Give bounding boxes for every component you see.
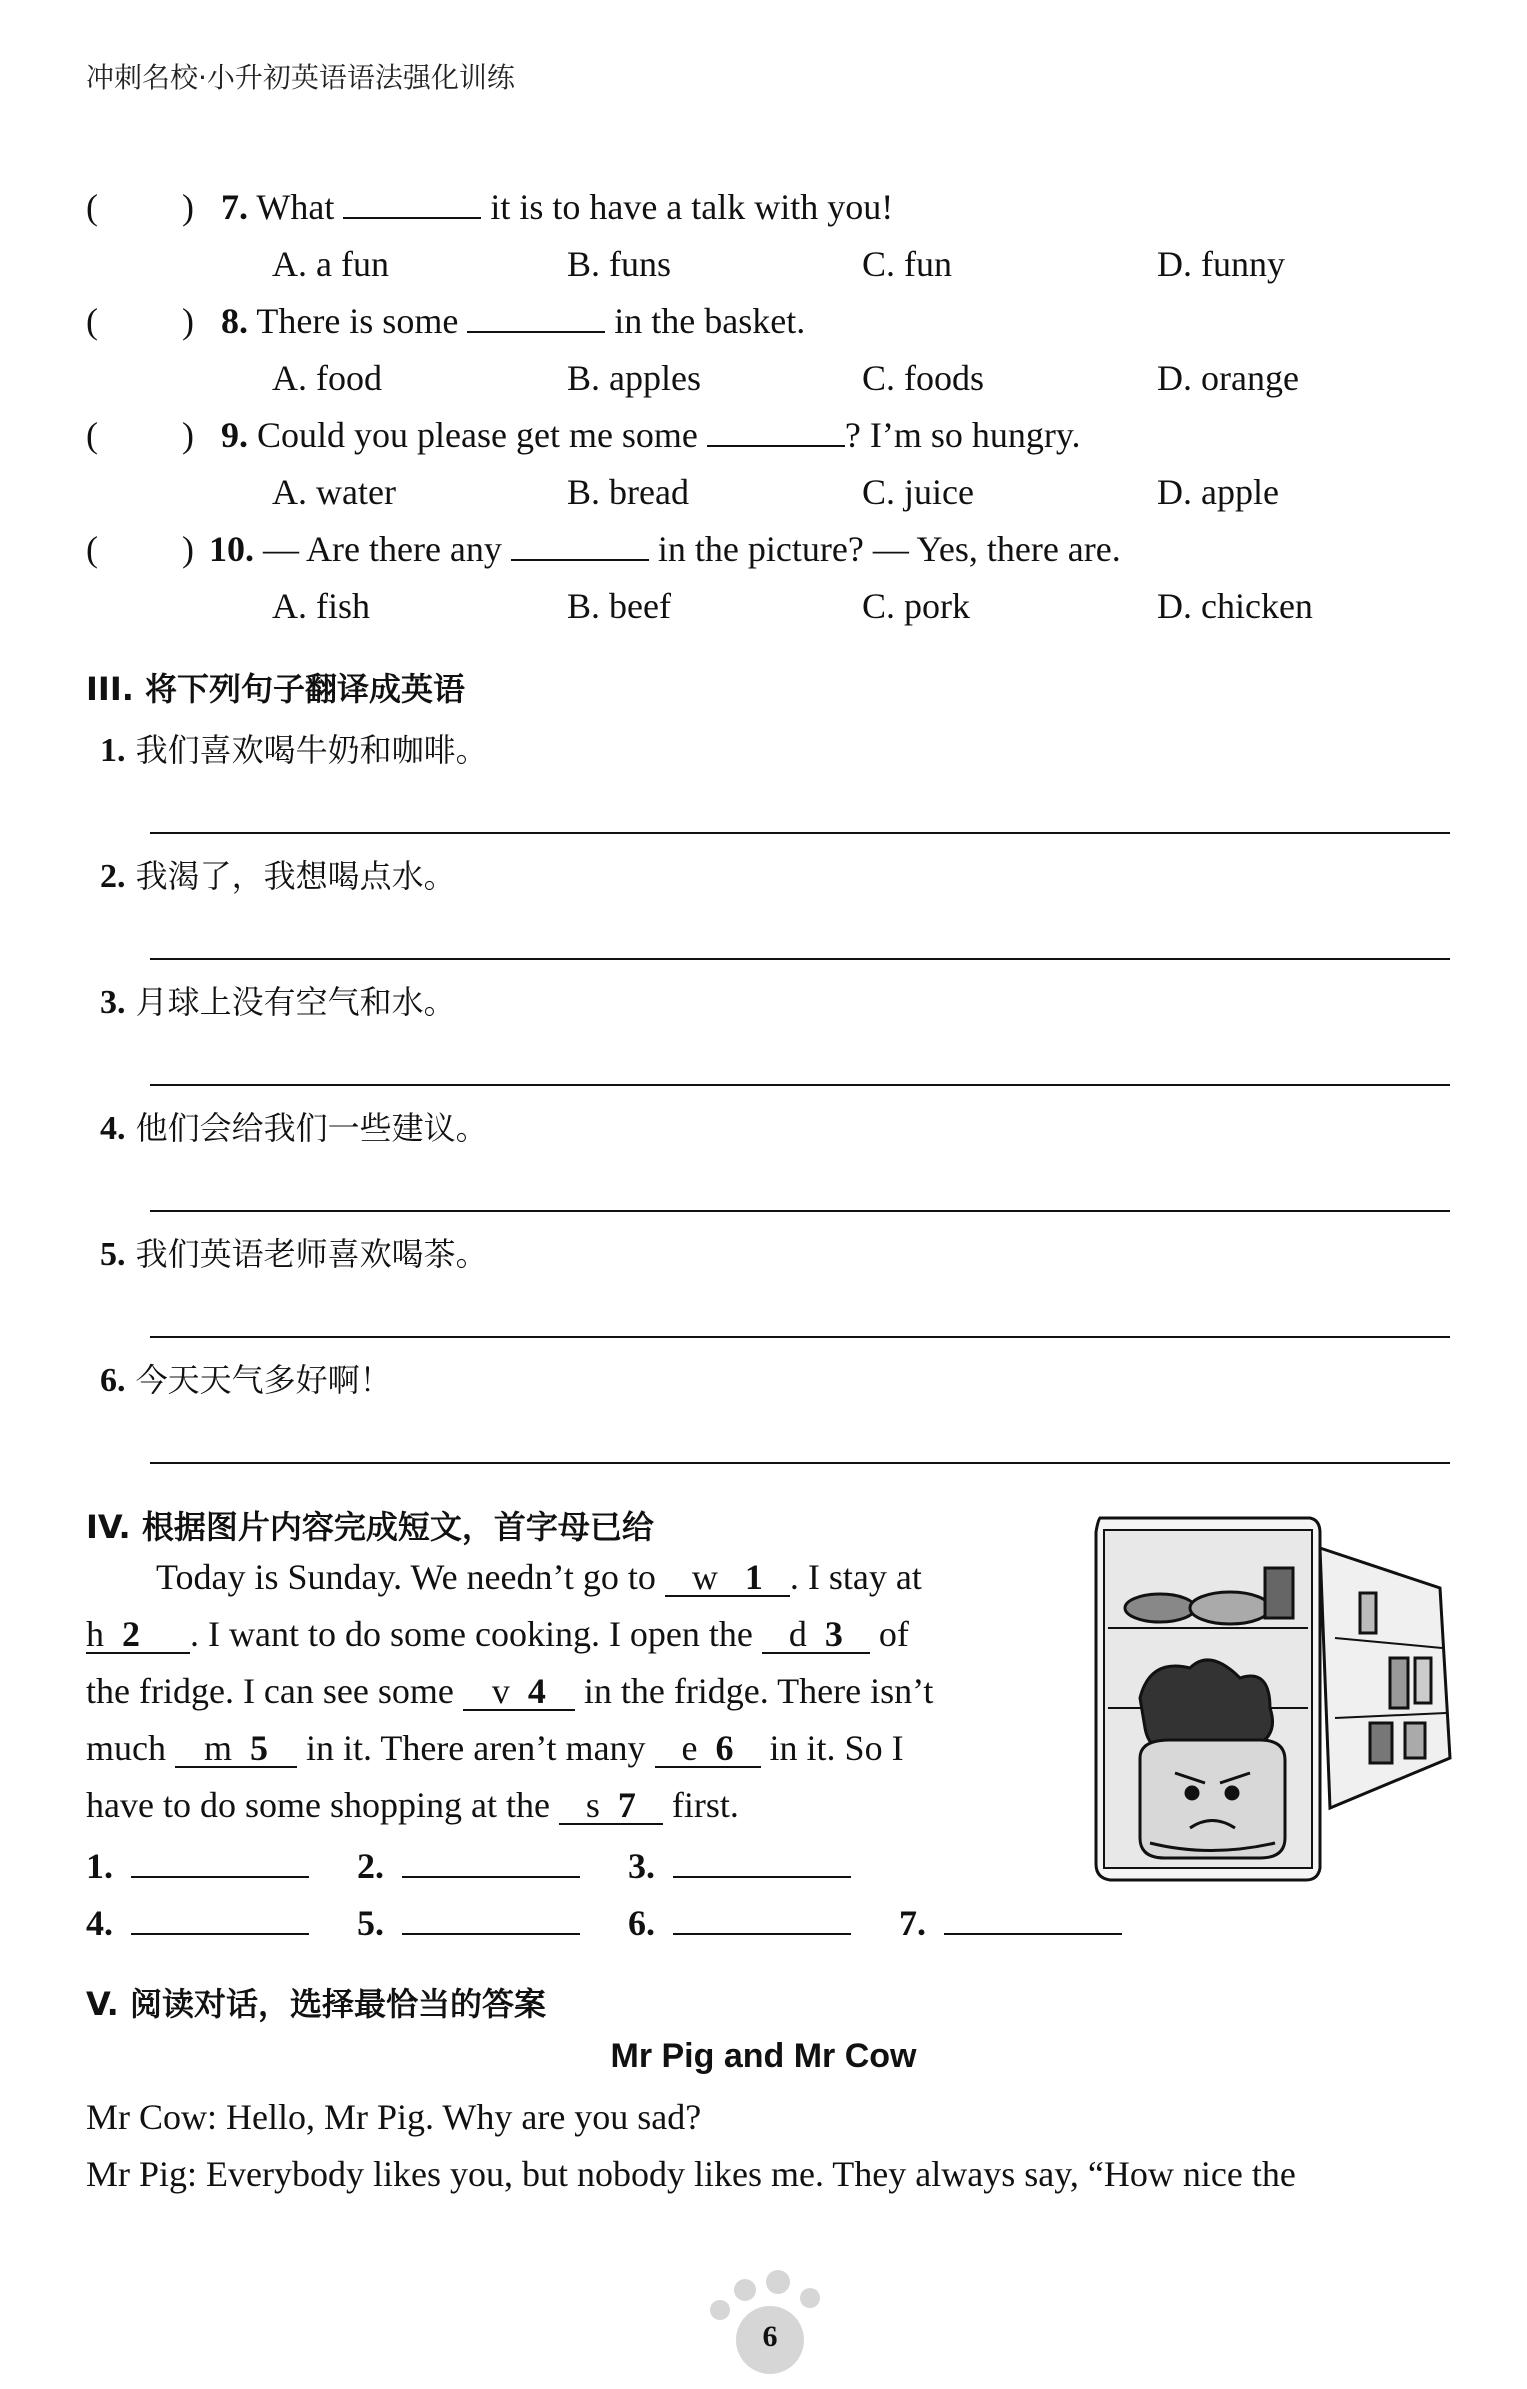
option-d: D. orange (1157, 358, 1299, 398)
text: have to do some shopping at the (86, 1785, 550, 1825)
cloze-blank-3[interactable] (762, 1616, 870, 1654)
text: in the fridge. There isn’t (583, 1671, 934, 1711)
text: Today is Sunday. We needn’t go to (156, 1557, 656, 1597)
hint-letter: h (86, 1614, 104, 1654)
question-stem-a: — Are there any (263, 529, 502, 569)
dialogue-line-1 (86, 2096, 701, 2138)
option-b: B. apples (567, 358, 701, 398)
translation-item-6 (100, 1355, 392, 1401)
text: in it. There aren’t many (305, 1728, 646, 1768)
translation-item-1 (100, 725, 488, 771)
text: first. (671, 1785, 739, 1825)
answer-label: 5. (357, 1903, 384, 1943)
translation-item-4 (100, 1103, 488, 1149)
answer-label: 3. (628, 1846, 655, 1886)
option-b: B. funs (567, 244, 672, 284)
answer-blank[interactable] (511, 529, 649, 561)
blank-number: 1 (744, 1557, 763, 1597)
answer-row-1 (86, 1845, 851, 1887)
blank-number: 6 (715, 1728, 734, 1768)
answer-line-6[interactable] (150, 1462, 1450, 1464)
text: much (86, 1728, 166, 1768)
question-stem-a: Could you please get me some (257, 415, 698, 455)
item-number: 1. (100, 732, 126, 769)
hint-letter: w (691, 1557, 718, 1597)
option-a: A. fish (272, 586, 370, 626)
answer-field-5[interactable] (402, 1903, 580, 1935)
option-d: D. apple (1157, 472, 1279, 512)
dialogue-text: Everybody likes you, but nobody likes me. They always say, “How nice the (206, 2154, 1296, 2194)
passage-line-3 (86, 1670, 933, 1712)
paren-open: ( (86, 529, 98, 569)
hint-letter: v (491, 1671, 510, 1711)
cloze-blank-2[interactable] (86, 1616, 190, 1654)
question-number: 8. (221, 301, 248, 341)
option-c: C. foods (862, 358, 985, 398)
passage-line-4 (86, 1727, 904, 1769)
fridge-illustration (1080, 1508, 1460, 1888)
page-number: 6 (762, 2320, 778, 2353)
paren-open: ( (86, 187, 98, 227)
answer-field-1[interactable] (131, 1846, 309, 1878)
paren-close: ) (182, 529, 194, 569)
item-text: 他们会给我们一些建议。 (135, 1109, 488, 1147)
answer-field-3[interactable] (673, 1846, 851, 1878)
answer-line-2[interactable] (150, 958, 1450, 960)
item-number: 3. (100, 984, 126, 1021)
option-b: B. bread (567, 472, 689, 512)
answer-blank[interactable] (707, 415, 845, 447)
cloze-blank-7[interactable] (559, 1787, 663, 1825)
item-number: 4. (100, 1110, 126, 1147)
question-number: 9. (221, 415, 248, 455)
option-c: C. pork (862, 586, 970, 626)
answer-blank[interactable] (467, 301, 605, 333)
answer-label: 1. (86, 1846, 113, 1886)
text: in it. So I (769, 1728, 904, 1768)
option-a: A. a fun (272, 244, 389, 284)
option-d: D. funny (1157, 244, 1285, 284)
item-text: 今天天气多好啊！ (135, 1361, 392, 1399)
passage-line-1 (156, 1556, 922, 1598)
answer-line-5[interactable] (150, 1336, 1450, 1338)
blank-number: 3 (824, 1614, 843, 1654)
item-text: 我们英语老师喜欢喝茶。 (135, 1235, 488, 1273)
hint-letter: s (585, 1785, 600, 1825)
passage-line-5 (86, 1784, 739, 1826)
answer-field-2[interactable] (402, 1846, 580, 1878)
section-4-title: IV. 根据图片内容完成短文，首字母已给 (86, 1508, 654, 1546)
answer-field-4[interactable] (131, 1903, 309, 1935)
option-c: C. fun (862, 244, 952, 284)
text: of (878, 1614, 909, 1654)
cloze-blank-1[interactable] (665, 1559, 790, 1597)
answer-field-7[interactable] (944, 1903, 1122, 1935)
option-c: C. juice (862, 472, 974, 512)
question-stem-b: in the picture? — Yes, there are. (657, 529, 1121, 569)
question-9 (86, 414, 1081, 456)
blank-number: 7 (617, 1785, 636, 1825)
answer-line-3[interactable] (150, 1084, 1450, 1086)
story-title: Mr Pig and Mr Cow (610, 2037, 917, 2075)
answer-line-4[interactable] (150, 1210, 1450, 1212)
section-3-title: III. 将下列句子翻译成英语 (86, 670, 466, 708)
item-text: 我们喜欢喝牛奶和咖啡。 (135, 731, 488, 769)
answer-row-2 (86, 1902, 1122, 1944)
dialogue-line-2 (86, 2153, 1296, 2195)
cloze-blank-6[interactable] (655, 1730, 761, 1768)
answer-line-1[interactable] (150, 832, 1450, 834)
question-stem-a: There is some (256, 301, 459, 341)
blank-number: 2 (122, 1614, 140, 1654)
answer-field-6[interactable] (673, 1903, 851, 1935)
cloze-blank-5[interactable] (175, 1730, 297, 1768)
paren-open: ( (86, 301, 98, 341)
question-stem-b: ? I’m so hungry. (844, 415, 1081, 455)
question-7 (86, 186, 893, 228)
question-8 (86, 300, 805, 342)
option-d: D. chicken (1157, 586, 1313, 626)
question-number: 7. (221, 187, 248, 227)
paren-open: ( (86, 415, 98, 455)
option-a: A. food (272, 358, 382, 398)
speaker: Mr Cow: (86, 2097, 218, 2137)
option-b: B. beef (567, 586, 671, 626)
paren-close: ) (182, 415, 194, 455)
answer-label: 4. (86, 1903, 113, 1943)
blank-number: 5 (249, 1728, 268, 1768)
page-header: 冲刺名校·小升初英语语法强化训练 (86, 61, 515, 94)
section-5-title: V. 阅读对话，选择最恰当的答案 (86, 1985, 546, 2023)
item-number: 2. (100, 858, 126, 895)
text: . I want to do some cooking. I open the (190, 1614, 753, 1654)
text: the fridge. I can see some (86, 1671, 454, 1711)
cloze-blank-4[interactable] (463, 1673, 575, 1711)
answer-label: 7. (899, 1903, 926, 1943)
item-number: 6. (100, 1362, 126, 1399)
text: . I stay at (789, 1557, 922, 1597)
dialogue-text: Hello, Mr Pig. Why are you sad? (226, 2097, 702, 2137)
option-a: A. water (272, 472, 396, 512)
item-text: 我渴了，我想喝点水。 (135, 857, 456, 895)
translation-item-2 (100, 851, 456, 897)
question-stem-a: What (256, 187, 335, 227)
question-stem-b: in the basket. (614, 301, 806, 341)
speaker: Mr Pig: (86, 2154, 198, 2194)
blank-number: 4 (527, 1671, 546, 1711)
item-number: 5. (100, 1236, 126, 1273)
question-10 (86, 528, 1121, 570)
hint-letter: m (203, 1728, 232, 1768)
hint-letter: d (788, 1614, 807, 1654)
item-text: 月球上没有空气和水。 (135, 983, 456, 1021)
translation-item-5 (100, 1229, 488, 1275)
question-number: 10. (209, 529, 254, 569)
paren-close: ) (182, 187, 194, 227)
answer-label: 2. (357, 1846, 384, 1886)
paren-close: ) (182, 301, 194, 341)
hint-letter: e (681, 1728, 698, 1768)
answer-label: 6. (628, 1903, 655, 1943)
answer-blank[interactable] (343, 187, 481, 219)
translation-item-3 (100, 977, 456, 1023)
question-stem-b: it is to have a talk with you! (490, 187, 894, 227)
passage-line-2 (86, 1613, 909, 1655)
